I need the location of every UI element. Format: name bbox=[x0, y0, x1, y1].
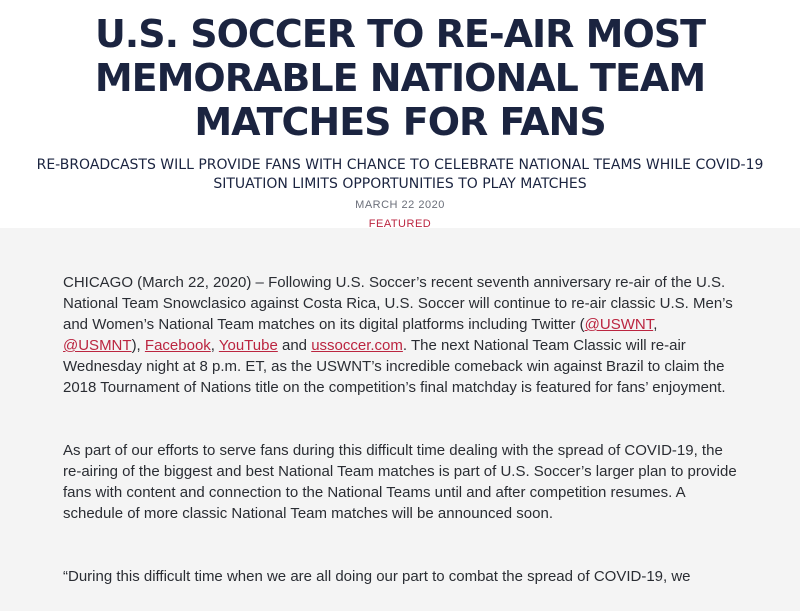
paragraph-intro bbox=[63, 272, 737, 398]
article-header bbox=[0, 0, 800, 228]
paragraph-text: and bbox=[277, 337, 312, 354]
article-subtitle: RE-BROADCASTS WILL PROVIDE FANS WITH CHANCE TO CELEBRATE NATIONAL TEAMS WHILE COVID-19 SITUATION LIMITS OPPORTUNITIES TO PLAY MATCHES bbox=[36, 157, 764, 192]
article-date: MARCH 22 2020 bbox=[355, 199, 445, 211]
link-usmnt-twitter[interactable]: @USMNT bbox=[63, 337, 132, 354]
article-body bbox=[0, 228, 800, 611]
paragraph-second: As part of our efforts to serve fans during this difficult time dealing with the spread of COVID-19, the re-airing of the biggest and best National Team matches is part of U.S. Soccer’s larger plan to provide fans with content and connection to the National Teams until and after competition resumes. A schedule of more classic National Team matches will be announced soon. bbox=[63, 442, 737, 522]
paragraph-quote: “During this difficult time when we are all doing our part to combat the spread of COVID-19, we bbox=[63, 568, 691, 585]
paragraph-text: , bbox=[653, 316, 658, 333]
paragraph-text: CHICAGO (March 22, 2020) – Following U.S. Soccer’s recent seventh anniversary re-air of the U.S. National Team Snowclasico against Costa Rica, U.S. Soccer will continue to re-air classic U.S. Men’s and Women’s National Team matches on its digital platforms including Twitter ( bbox=[63, 274, 733, 333]
link-facebook[interactable]: Facebook bbox=[144, 337, 211, 354]
link-uswnt-twitter[interactable]: @USWNT bbox=[584, 316, 654, 333]
paragraph-text: , bbox=[210, 337, 219, 354]
link-youtube[interactable]: YouTube bbox=[218, 337, 278, 354]
category-tag[interactable]: FEATURED bbox=[368, 218, 432, 230]
article-title: U.S. SOCCER TO RE-AIR MOST MEMORABLE NATIONAL TEAM MATCHES FOR FANS bbox=[94, 12, 706, 144]
link-ussoccer[interactable]: ussoccer.com bbox=[311, 337, 403, 354]
paragraph-text: ), bbox=[131, 337, 145, 354]
paragraph-text: . The next National Team Classic will re-air Wednesday night at 8 p.m. ET, as the USWNT’s incredible comeback win against Brazil to claim the 2018 Tournament of Nations title on the competition’s final matchday is featured for fans’ enjoyment. bbox=[63, 337, 726, 396]
